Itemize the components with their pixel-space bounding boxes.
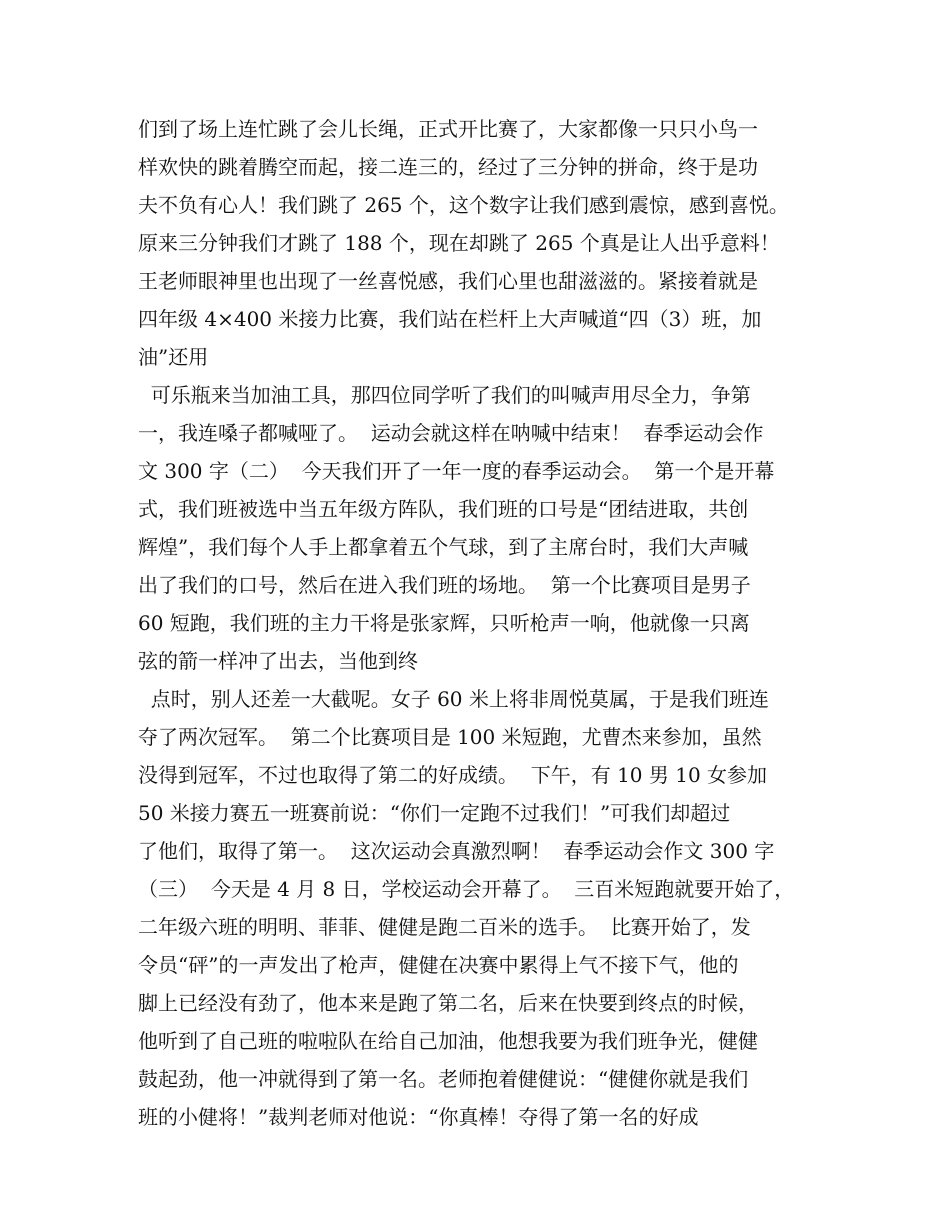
text-line: 脚上已经没有劲了，他本来是跑了第二名，后来在快要到终点的时候， — [138, 991, 758, 1015]
text-line: 没得到冠军，不过也取得了第二的好成绩。 下午，有 10 男 10 女参加 — [138, 763, 768, 787]
body-text — [138, 110, 828, 1136]
text-line: 王老师眼神里也出现了一丝喜悦感，我们心里也甜滋滋的。紧接着就是 — [138, 269, 758, 293]
text-line: 一，我连嗓子都喊哑了。 运动会就这样在呐喊中结束！ 春季运动会作 — [138, 421, 764, 445]
text-line: 弦的箭一样冲了出去，当他到终 — [138, 649, 418, 673]
text-line: 文 300 字（二） 今天我们开了一年一度的春季运动会。 第一个是开幕 — [138, 459, 775, 483]
text-line: 夺了两次冠军。 第二个比赛项目是 100 米短跑，尤曹杰来参加，虽然 — [138, 725, 762, 749]
text-line: 样欢快的跳着腾空而起，接二连三的，经过了三分钟的拼命，终于是功 — [138, 155, 758, 179]
text-line: 二年级六班的明明、菲菲、健健是跑二百米的选手。 比赛开始了，发 — [138, 915, 751, 939]
text-line: 了他们，取得了第一。 这次运动会真激烈啊！ 春季运动会作文 300 字 — [138, 839, 775, 863]
text-line: 式，我们班被选中当五年级方阵队，我们班的口号是“团结进取，共创 — [138, 497, 749, 521]
text-line: 油”还用 — [138, 345, 209, 369]
text-line: 夫不负有心人！我们跳了 265 个，这个数字让我们感到震惊，感到喜悦。 — [138, 193, 789, 217]
text-line: 60 短跑，我们班的主力干将是张家辉，只听枪声一响，他就像一只离 — [138, 611, 750, 635]
text-line: 令员“砰”的一声发出了枪声，健健在决赛中累得上气不接下气，他的 — [138, 953, 739, 977]
text-line: （三） 今天是 4 月 8 日，学校运动会开幕了。 三百米短跑就要开始了， — [138, 877, 795, 901]
text-line: 出了我们的口号，然后在进入我们班的场地。 第一个比赛项目是男子 — [138, 573, 751, 597]
text-line: 辉煌”，我们每个人手上都拿着五个气球，到了主席台时，我们大声喊 — [138, 535, 749, 559]
text-line: 们到了场上连忙跳了会儿长绳，正式开比赛了，大家都像一只只小鸟一 — [138, 117, 758, 141]
text-line: 鼓起劲，他一冲就得到了第一名。老师抱着健健说：“健健你就是我们 — [138, 1067, 749, 1091]
text-line: 班的小健将！”裁判老师对他说：“你真棒！夺得了第一名的好成 — [138, 1105, 699, 1129]
text-line: 50 米接力赛五一班赛前说：“你们一定跑不过我们！”可我们却超过 — [138, 801, 731, 825]
text-line: 他听到了自己班的啦啦队在给自己加油，他想我要为我们班争光，健健 — [138, 1029, 758, 1053]
text-line: 四年级 4×400 米接力比赛，我们站在栏杆上大声喊道“四（3）班，加 — [138, 307, 762, 331]
text-line: 点时，别人还差一大截呢。女子 60 米上将非周悦莫属，于是我们班连 — [138, 687, 769, 711]
text-line: 原来三分钟我们才跳了 188 个，现在却跳了 265 个真是让人出乎意料！ — [138, 231, 780, 255]
text-line: 可乐瓶来当加油工具，那四位同学听了我们的叫喊声用尽全力，争第 — [138, 383, 751, 407]
